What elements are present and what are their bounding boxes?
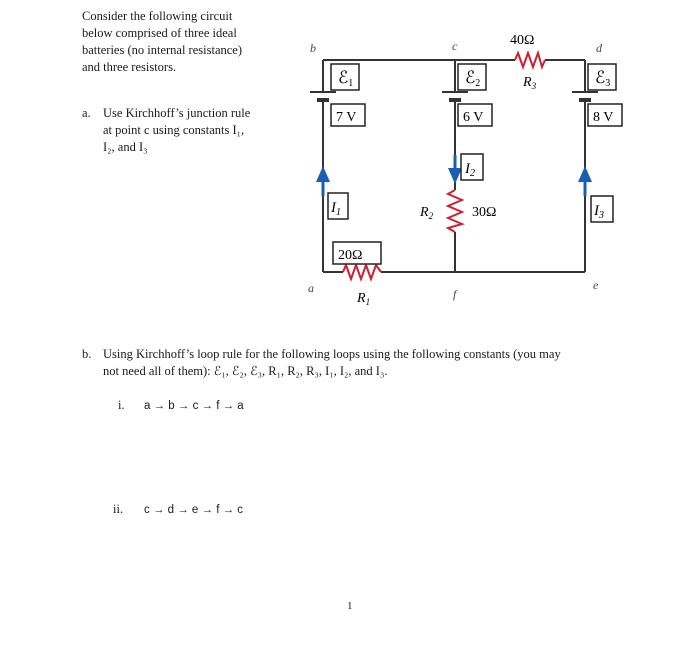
current-i2-arrow-head bbox=[448, 168, 462, 184]
resistor-r1 bbox=[343, 265, 381, 279]
resistor-r3-label: $R_3$ bbox=[523, 75, 537, 91]
current-i2-label: $I_2$ bbox=[465, 161, 475, 179]
question-a-line: at point c using constants I₁, bbox=[103, 123, 245, 137]
loop-i-number: i. bbox=[118, 398, 125, 412]
circuit-diagram bbox=[0, 0, 700, 320]
current-i1-label: $I_1$ bbox=[331, 200, 341, 218]
question-b-label: b. bbox=[82, 347, 92, 361]
current-i3-arrow-head bbox=[578, 166, 592, 182]
node-b-label: b bbox=[310, 41, 316, 55]
battery-1 bbox=[310, 92, 336, 100]
node-f-label: f bbox=[453, 287, 457, 301]
battery-3 bbox=[572, 92, 598, 100]
question-a-line: I₂, and I₃ bbox=[103, 140, 148, 154]
intro-line: Consider the following circuit bbox=[82, 9, 233, 23]
loop-ii-number: ii. bbox=[113, 502, 124, 516]
question-b-line: not need all of them): ℰ₁, ℰ₂, ℰ₃, R₁, R₂, R₃, I₁, I₂, and I₃. bbox=[103, 364, 388, 378]
intro-line: and three resistors. bbox=[82, 60, 177, 74]
battery-1-symbol: ℰ1 bbox=[338, 68, 354, 89]
question-b-line: Using Kirchhoff’s loop rule for the following loops using the following constants (you may bbox=[103, 347, 561, 361]
question-b bbox=[82, 346, 642, 380]
node-c-label: c bbox=[452, 39, 458, 53]
resistor-r1-label: $R_1$ bbox=[357, 291, 371, 307]
node-d-label: d bbox=[596, 41, 602, 55]
battery-2-symbol: ℰ2 bbox=[465, 68, 481, 89]
loop-ii bbox=[113, 502, 243, 517]
node-e-label: e bbox=[593, 278, 599, 292]
intro-line: below comprised of three ideal bbox=[82, 26, 237, 40]
resistor-r2 bbox=[448, 190, 462, 232]
resistor-r2-value: 30Ω bbox=[472, 205, 497, 220]
battery-3-symbol: ℰ3 bbox=[595, 68, 611, 89]
battery-3-voltage: 8 V bbox=[593, 110, 614, 125]
loop-i-path: a → b → c → f → a bbox=[144, 400, 244, 412]
loop-ii-path: c → d → e → f → c bbox=[144, 504, 244, 516]
resistor-r1-value: 20Ω bbox=[338, 248, 363, 263]
intro-line: batteries (no internal resistance) bbox=[82, 43, 242, 57]
question-a-label: a. bbox=[82, 106, 91, 120]
loop-i bbox=[118, 398, 244, 413]
battery-2 bbox=[442, 92, 468, 100]
resistor-r2-label: $R_2$ bbox=[420, 205, 434, 221]
resistor-r3 bbox=[515, 53, 545, 67]
question-a-line: Use Kirchhoff’s junction rule bbox=[103, 106, 251, 120]
resistor-r3-value: 40Ω bbox=[510, 33, 535, 48]
page-number: 1 bbox=[347, 600, 353, 612]
battery-2-voltage: 6 V bbox=[463, 110, 484, 125]
current-i3-label: $I_3$ bbox=[594, 203, 604, 221]
battery-1-voltage: 7 V bbox=[336, 110, 357, 125]
node-a-label: a bbox=[308, 281, 314, 295]
current-i1-arrow-head bbox=[316, 166, 330, 182]
